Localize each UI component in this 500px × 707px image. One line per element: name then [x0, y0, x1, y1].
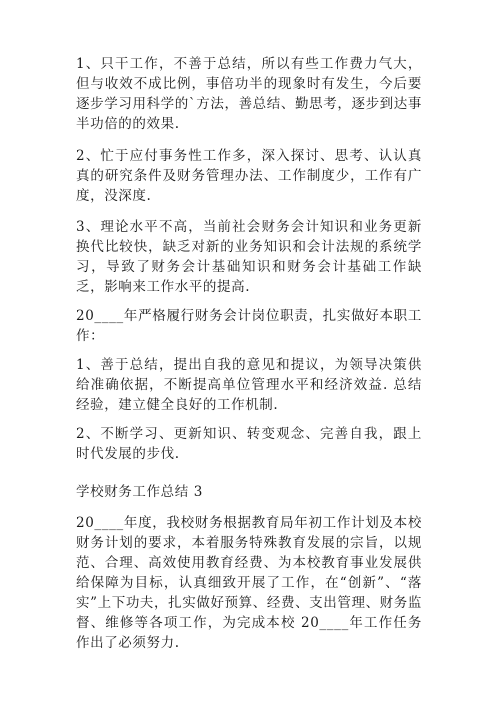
paragraph-1: 1、只干工作，不善于总结，所以有些工作费力气大，但与收效不成比例，事倍功半的现象时有发生，今后要逐步学习用科学的`方法，善总结、勤思考，逐步到达事半功倍的的效果.	[76, 56, 422, 132]
paragraph-2: 2、忙于应付事务性工作多，深入探讨、思考、认认真真的研究条件及财务管理办法、工作制度少，工作有广度，没深度.	[76, 148, 422, 204]
paragraph-6: 2、不断学习、更新知识、转变观念、完善自我，跟上时代发展的步伐.	[76, 426, 422, 462]
paragraph-3: 3、理论水平不高，当前社会财务会计知识和业务更新换代比较快，缺乏对新的业务知识和会计法规的系统学习，导致了财务会计基础知识和财务会计基础工作缺乏，影响来工作水平的提高.	[76, 219, 422, 295]
paragraph-5: 1、善于总结，提出自我的意见和提议，为领导决策供给准确依据，不断提高单位管理水平和经济效益. 总结经验，建立健全良好的工作机制.	[76, 357, 422, 413]
section-heading: 学校财务工作总结 3	[76, 484, 203, 500]
section-paragraph: 20____年度，我校财务根据教育局年初工作计划及本校财务计划的要求，本着服务特殊教育发展的宗旨，以规范、合理、高效使用教育经费、为本校教育事业发展供给保障为目标，认真细致开展了工作，在“创新”、“落实”上下功夫，扎实做好预算、经费、支出管理、财务监督、维修等各项工作，为完成本校 20____年工作任务作出了必须努力.	[76, 515, 422, 651]
paragraph-4: 20____年严格履行财务会计岗位职责，扎实做好本职工作：	[76, 308, 422, 344]
